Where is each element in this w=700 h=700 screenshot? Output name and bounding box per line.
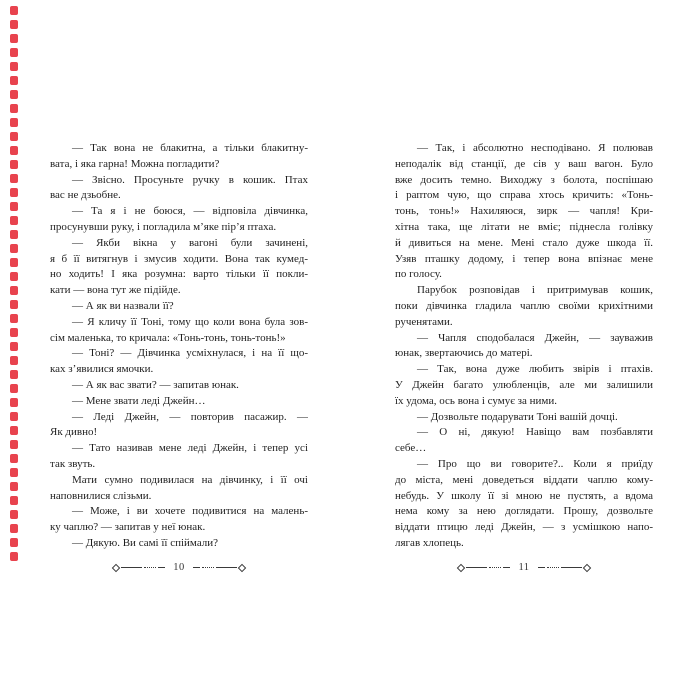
text-line: — А як вас звати? — запитав юнак. (72, 378, 239, 391)
edge-mark (10, 342, 18, 351)
text-line: вата, і яка гарна! Можна погладити? (50, 157, 220, 170)
text-line: Узяв пташку додому, і тепер вона впізнає мене (395, 252, 653, 265)
footer-ornament-left (458, 565, 510, 571)
page-text-left (50, 141, 308, 552)
text-line: — Може, і ви хочете подивитися на малень- (72, 505, 308, 518)
page-footer-left (113, 561, 245, 574)
edge-mark (10, 454, 18, 463)
edge-mark (10, 104, 18, 113)
text-line: тонь, тонь!» Нахиляюся, зирк — чапля! Кри- (395, 205, 653, 218)
text-line: — А як ви назвали її? (72, 299, 174, 312)
edge-mark (10, 6, 18, 15)
book-page-right (395, 0, 653, 700)
edge-mark (10, 188, 18, 197)
text-line: — Та я і не боюся, — відповіла дівчинка, (72, 205, 308, 218)
diamond-ornament-icon (238, 563, 246, 571)
edge-mark (10, 524, 18, 533)
edge-mark (10, 314, 18, 323)
text-line: — Дякую. Ви самі її спіймали? (72, 536, 219, 549)
footer-ornament-right (538, 565, 590, 571)
text-line: — Я кличу її Тоні, тому що коли вона була зов- (72, 315, 308, 328)
page-number-left: 10 (173, 562, 185, 573)
edge-mark (10, 48, 18, 57)
text-line: нема кому за нею доглядати. Прошу, дозвольте (395, 505, 653, 518)
text-line: — Чапля сподобалася Джейн, — зауважив (417, 331, 653, 344)
text-line: Як дивно! (50, 426, 98, 439)
edge-mark (10, 426, 18, 435)
edge-mark (10, 244, 18, 253)
text-line: — Так вона не блакитна, а тільки блакитну- (72, 142, 308, 154)
page-number-right: 11 (518, 562, 530, 573)
edge-mark (10, 202, 18, 211)
text-line: рученятами. (395, 315, 453, 328)
text-line: віддати птицю леді Джейн, — з усмішкою напо- (395, 521, 653, 534)
edge-mark (10, 160, 18, 169)
edge-mark (10, 440, 18, 449)
diamond-ornament-icon (457, 563, 465, 571)
edge-mark (10, 328, 18, 337)
edge-mark (10, 118, 18, 127)
text-line: — Так, вона дуже любить звірів і птахів. (417, 363, 653, 376)
edge-mark (10, 174, 18, 183)
diamond-ornament-icon (112, 563, 120, 571)
edge-mark (10, 356, 18, 365)
text-line: неподалік від станції, де сів у ваш вагон. Було (395, 157, 653, 170)
text-line: юнак, звертаючись до матері. (395, 347, 533, 360)
edge-mark (10, 90, 18, 99)
text-line: но ходить! І яка розумна: варто тільки її покли- (50, 268, 308, 281)
text-line: — Про що ви говорите?.. Коли я приїду (417, 457, 653, 470)
text-line: Парубок розповідав і притримував кошик, (417, 284, 653, 297)
text-line: ку чаплю? — запитав у неї юнак. (50, 521, 206, 534)
text-line: — Леді Джейн, — повторив пасажир. — (72, 410, 308, 423)
edge-mark (10, 34, 18, 43)
edge-mark (10, 384, 18, 393)
edge-mark (10, 76, 18, 85)
text-line: хітна така, ще літати не вміє; піднесла голівку (395, 220, 653, 233)
edge-mark (10, 258, 18, 267)
edge-mark (10, 496, 18, 505)
text-line: себе… (395, 442, 427, 455)
page-edge-marks (10, 6, 18, 561)
footer-ornament-right (193, 565, 245, 571)
text-line: я б її витягнув і змусив ходити. Вона так кумед- (50, 252, 308, 265)
text-line: вже досить темно. Виходжу з болота, поспішаю (395, 173, 653, 186)
edge-mark (10, 412, 18, 421)
text-line: ках з’явилися ямочки. (50, 363, 154, 376)
diamond-ornament-icon (583, 563, 591, 571)
text-line: їх удома, ось вона і сумує за ними. (395, 394, 558, 407)
edge-mark (10, 230, 18, 239)
page-text-right (395, 141, 653, 552)
text-line: — Якби вікна у вагоні були зачинені, (72, 236, 308, 249)
text-line: сім маленька, то кричала: «Тонь-тонь, тонь-тонь!» (50, 331, 286, 344)
text-line: — Дозвольте подарувати Тоні вашій дочці. (417, 410, 618, 423)
text-line: так звуть. (50, 457, 96, 470)
edge-mark (10, 272, 18, 281)
edge-mark (10, 370, 18, 379)
edge-mark (10, 20, 18, 29)
text-line: — Тато називав мене леді Джейн, і тепер усі (72, 442, 308, 455)
text-line: У Джейн багато улюбленців, але ми залишили (395, 378, 653, 391)
page-footer-right (458, 561, 590, 574)
edge-mark (10, 62, 18, 71)
text-line: вас не дзьобне. (50, 189, 121, 202)
text-line: по голосу. (395, 268, 442, 281)
text-line: поки дівчинка гладила чаплю своїми крихітними (395, 299, 653, 312)
edge-mark (10, 538, 18, 547)
edge-mark (10, 398, 18, 407)
text-line: до міста, мені доведеться віддати чаплю кому- (395, 473, 653, 486)
text-line: кати — вона тут же підійде. (50, 284, 181, 297)
text-line: небудь. У школу її зі мною не пустять, а вдома (395, 489, 653, 502)
edge-mark (10, 300, 18, 309)
book-page-left (50, 0, 308, 700)
text-line: — Мене звати леді Джейн… (72, 394, 206, 407)
edge-mark (10, 510, 18, 519)
edge-mark (10, 132, 18, 141)
text-line: — Звісно. Просуньте ручку в кошик. Птах (72, 173, 308, 186)
edge-mark (10, 552, 18, 561)
text-line: — Так, і абсолютно несподівано. Я полював (417, 142, 653, 154)
text-line: наповнилися слізьми. (50, 489, 152, 502)
text-line: — О ні, дякую! Навіщо вам позбавляти (417, 426, 653, 439)
text-line: лягав хлопець. (395, 536, 464, 549)
edge-mark (10, 468, 18, 477)
text-line: Мати сумно подивилася на дівчинку, і її очі (72, 473, 308, 486)
edge-mark (10, 146, 18, 155)
text-line: і раптом чую, що справа хтось кричить: «Тонь- (395, 189, 653, 202)
edge-mark (10, 286, 18, 295)
edge-mark (10, 216, 18, 225)
text-line: — Тоні? — Дівчинка усміхнулася, і на її що- (72, 347, 308, 360)
text-line: й дивиться на мене. Мені стало дуже шкода її. (395, 236, 653, 249)
edge-mark (10, 482, 18, 491)
footer-ornament-left (113, 565, 165, 571)
text-line: просунувши руку, і погладила м’яке пір’я птаха. (50, 220, 277, 233)
